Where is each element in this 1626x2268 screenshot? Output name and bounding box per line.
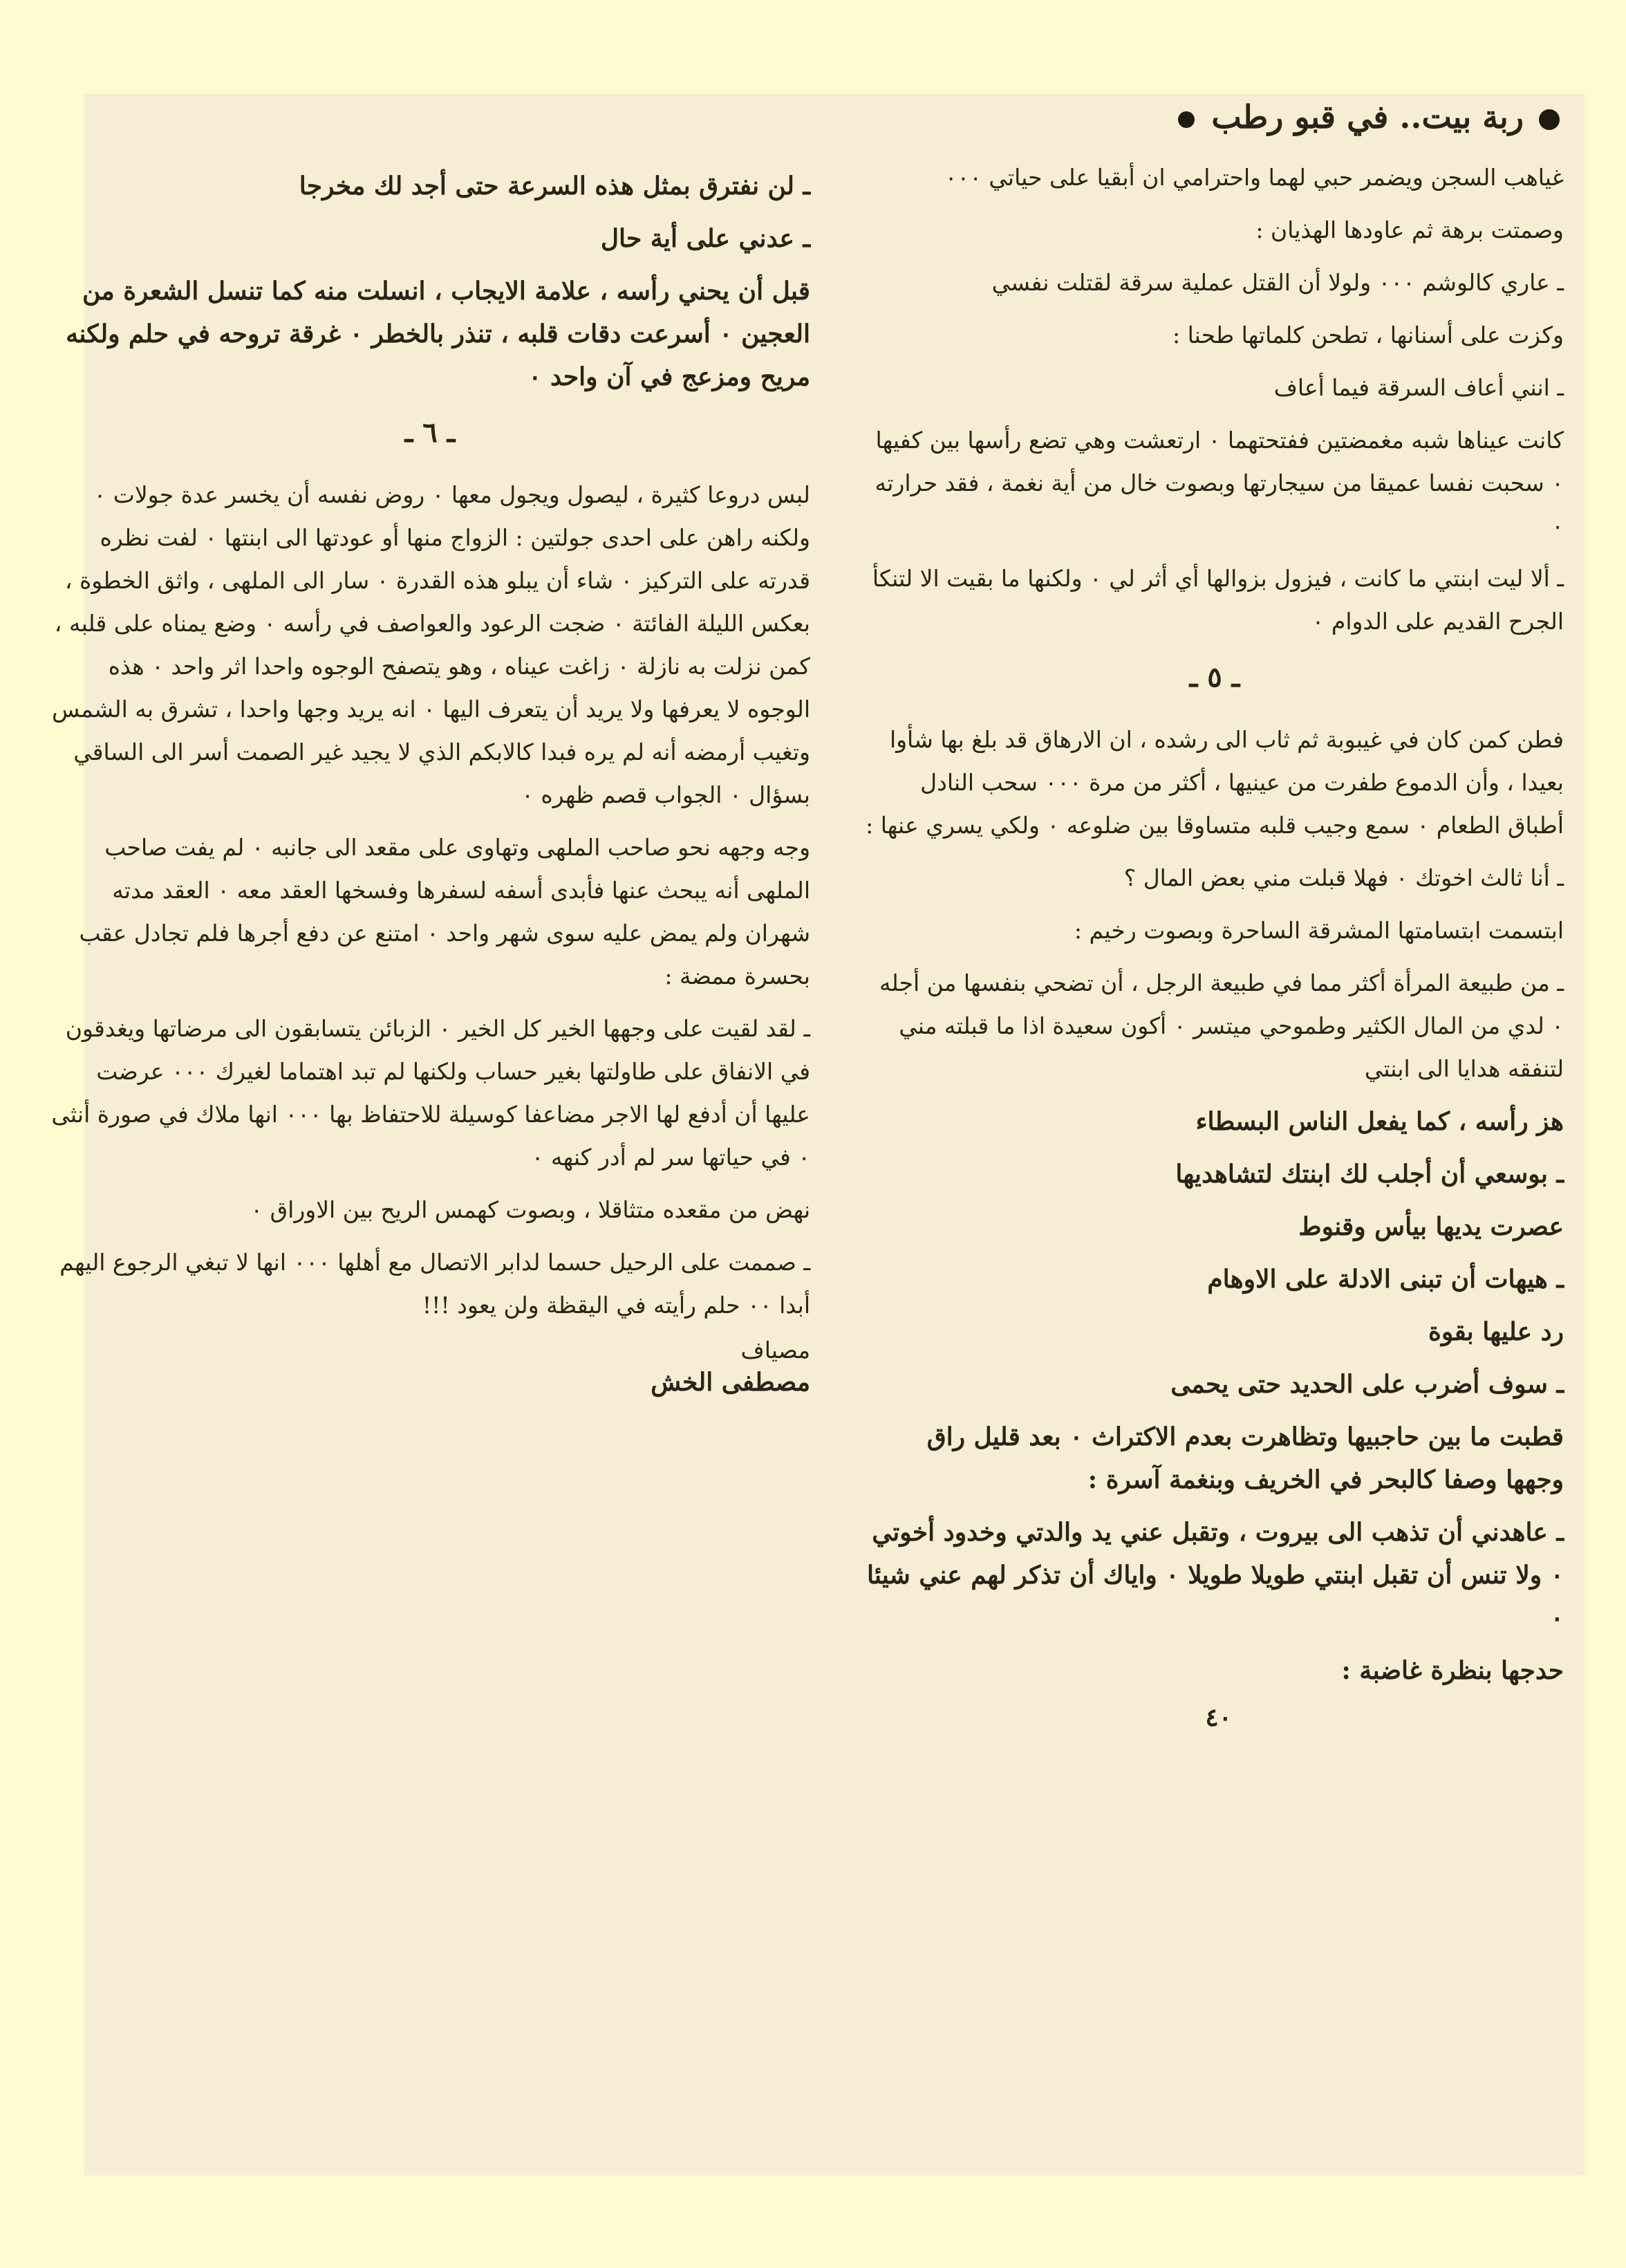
bold-line: رد عليها بقوة [1428, 1317, 1564, 1346]
left-column [50, 165, 810, 1397]
magazine-page [51, 94, 1585, 2175]
bold-line: قطبت ما بين حاجبيها وتظاهرت بعدم الاكتراث ٠ بعد قليل راق وجهها وصفا كالبحر في الخريف وبنغمة آسرة : [926, 1422, 1564, 1494]
paragraph: ـ ألا ليت ابنتي ما كانت ، فيزول بزوالها أي أثر لي ٠ ولكنها ما بقيت الا لتنكأ الجرح القديم على الدوام ٠ [872, 564, 1564, 635]
bold-line: ـ لن نفترق بمثل هذه السرعة حتى أجد لك مخرجا [299, 171, 810, 201]
bold-line: عصرت يديها بيأس وقنوط [1298, 1211, 1564, 1241]
running-title-text: ربة بيت.. في قبو رطب [1211, 98, 1524, 136]
bullet-dot-icon [1178, 111, 1195, 128]
paragraph: ابتسمت ابتسامتها المشرقة الساحرة وبصوت رخيم : [1074, 916, 1564, 944]
bold-line: ـ بوسعي أن أجلب لك ابنتك لتشاهديها [1175, 1159, 1564, 1189]
section-number-5: ـ ٥ ـ [1189, 660, 1240, 694]
paragraph: وكزت على أسنانها ، تطحن كلماتها طحنا : [1172, 321, 1564, 348]
bold-paragraph: قبل أن يحني رأسه ، علامة الايجاب ، انسلت منه كما تنسل الشعرة من العجين ٠ أسرعت دقات قلبه ، تنذر بالخطر ٠ غرقة تروحه في حلم ولكنه مريح ومزعج في آن واحد ٠ [66, 277, 810, 391]
bold-line: ـ عاهدني أن تذهب الى بيروت ، وتقبل عني يد والدتي وخدود أخوتي ٠ ولا تنس أن تقبل ابنتي طويلا طويلا ٠ واياك أن تذكر لهم عني شيئا ٠ [866, 1517, 1564, 1633]
place-name: مصياف [740, 1337, 810, 1364]
bold-line: هز رأسه ، كما يفعل الناس البسطاء [1195, 1106, 1564, 1136]
right-column [866, 94, 1564, 1732]
author-signature: مصطفى الخش [651, 1368, 810, 1397]
paragraph: ـ انني أعاف السرقة فيما أعاف [1273, 373, 1564, 401]
paragraph: كانت عيناها شبه مغمضتين ففتحتهما ٠ ارتعشت وهي تضع رأسها بين كفيها ٠ سحبت نفسا عميقا من سيجارتها وبصوت خال من أية نغمة ، فقد حرارته ٠ [875, 426, 1564, 539]
bullet-dot-icon [1539, 109, 1560, 130]
bold-line: ـ عدني على أية حال [600, 224, 810, 253]
paragraph: وجه وجهه نحو صاحب الملهى وتهاوى على مقعد الى جانبه ٠ لم يفت صاحب الملهى أنه يبحث عنها فأبدى أسفه لسفرها وفسخها العقد معه ٠ العقد مدته شهران ولم يمض عليه سوى شهر واحد ٠ امتنع عن دفع أجرها فلم تجادل عقب بحسرة ممضة : [79, 834, 810, 989]
paragraph: غياهب السجن ويضمر حبي لهما واحترامي ان أبقيا على حياتي ٠٠٠ [944, 163, 1564, 191]
section-number-6: ـ ٦ ـ [404, 416, 456, 449]
paragraph: فطن كمن كان في غيبوبة ثم ثاب الى رشده ، ان الارهاق قد بلغ بها شأوا بعيدا ، وأن الدموع طفرت من عينيها ، أكثر من مرة ٠٠٠ سحب النادل أطباق الطعام ٠ سمع وجيب قلبه متساوقا بين ضلوعه ٠ ولكي يسري عنها : [866, 725, 1564, 839]
running-title [866, 97, 1564, 138]
page-number: ٤٠ [1205, 1702, 1232, 1732]
paragraph: وصمتت برهة ثم عاودها الهذيان : [1255, 216, 1564, 243]
bold-line: ـ هيهات أن تبنى الادلة على الاوهام [1207, 1264, 1564, 1294]
paragraph: ـ من طبيعة المرأة أكثر مما في طبيعة الرجل ، أن تضحي بنفسها من أجله ٠ لدي من المال الكثير وطموحي ميتسر ٠ أكون سعيدة اذا ما قبلته مني لتنفقه هدايا الى ابنتي [879, 969, 1564, 1082]
paragraph: ـ صممت على الرحيل حسما لدابر الاتصال مع أهلها ٠٠٠ انها لا تبغي الرجوع اليهم أبدا ٠٠ حلم رأيته في اليقظة ولن يعود !!! [59, 1249, 810, 1319]
bold-line: ـ سوف أضرب على الحديد حتى يحمى [1170, 1369, 1564, 1399]
paragraph: نهض من مقعده متثاقلا ، وبصوت كهمس الريح بين الاوراق ٠ [250, 1196, 810, 1223]
bold-line: حدجها بنظرة غاضبة : [1341, 1655, 1564, 1685]
paragraph: لبس دروعا كثيرة ، ليصول ويجول معها ٠ روض نفسه أن يخسر عدة جولات ٠ ولكنه راهن على احدى جولتين : الزواج منها أو عودتها الى ابنتها ٠ لفت نظره قدرته على التركيز ٠ شاء أن يبلو هذه القدرة ٠ سار الى الملهى ، واثق الخطوة ، بعكس الليلة الفائتة ٠ ضجت الرعود والعواصف في رأسه ٠ وضع يمناه على قلبه ، كمن نزلت به نازلة ٠ زاغت عيناه ، وهو يتصفح الوجوه واحدا اثر واحد ٠ هذه الوجوه لا يعرفها ولا يريد أن يتعرف اليها ٠ انه يريد وجها واحدا ، تشرق به الشمس وتغيب أرمضه أنه لم يره فبدا كالابكم الذي لا يجيد غير الصمت أسر الى الساقي بسؤال ٠ الجواب قصم ظهره ٠ [51, 481, 810, 808]
paragraph: ـ عاري كالوشم ٠٠٠ ولولا أن القتل عملية سرقة لقتلت نفسي [991, 268, 1564, 296]
paragraph: ـ لقد لقيت على وجهها الخير كل الخير ٠ الزبائن يتسابقون الى مرضاتها ويغدقون في الانفاق على طاولتها بغير حساب ولكنها لم تبد اهتماما لغيرك ٠٠٠ عرضت عليها أن أدفع لها الاجر مضاعفا كوسيلة للاحتفاظ بها ٠٠٠ انها ملاك في صورة أنثى ٠ في حياتها سر لم أدر كنهه ٠ [51, 1015, 810, 1171]
paragraph: ـ أنا ثالث اخوتك ٠ فهلا قبلت مني بعض المال ؟ [1123, 864, 1564, 891]
